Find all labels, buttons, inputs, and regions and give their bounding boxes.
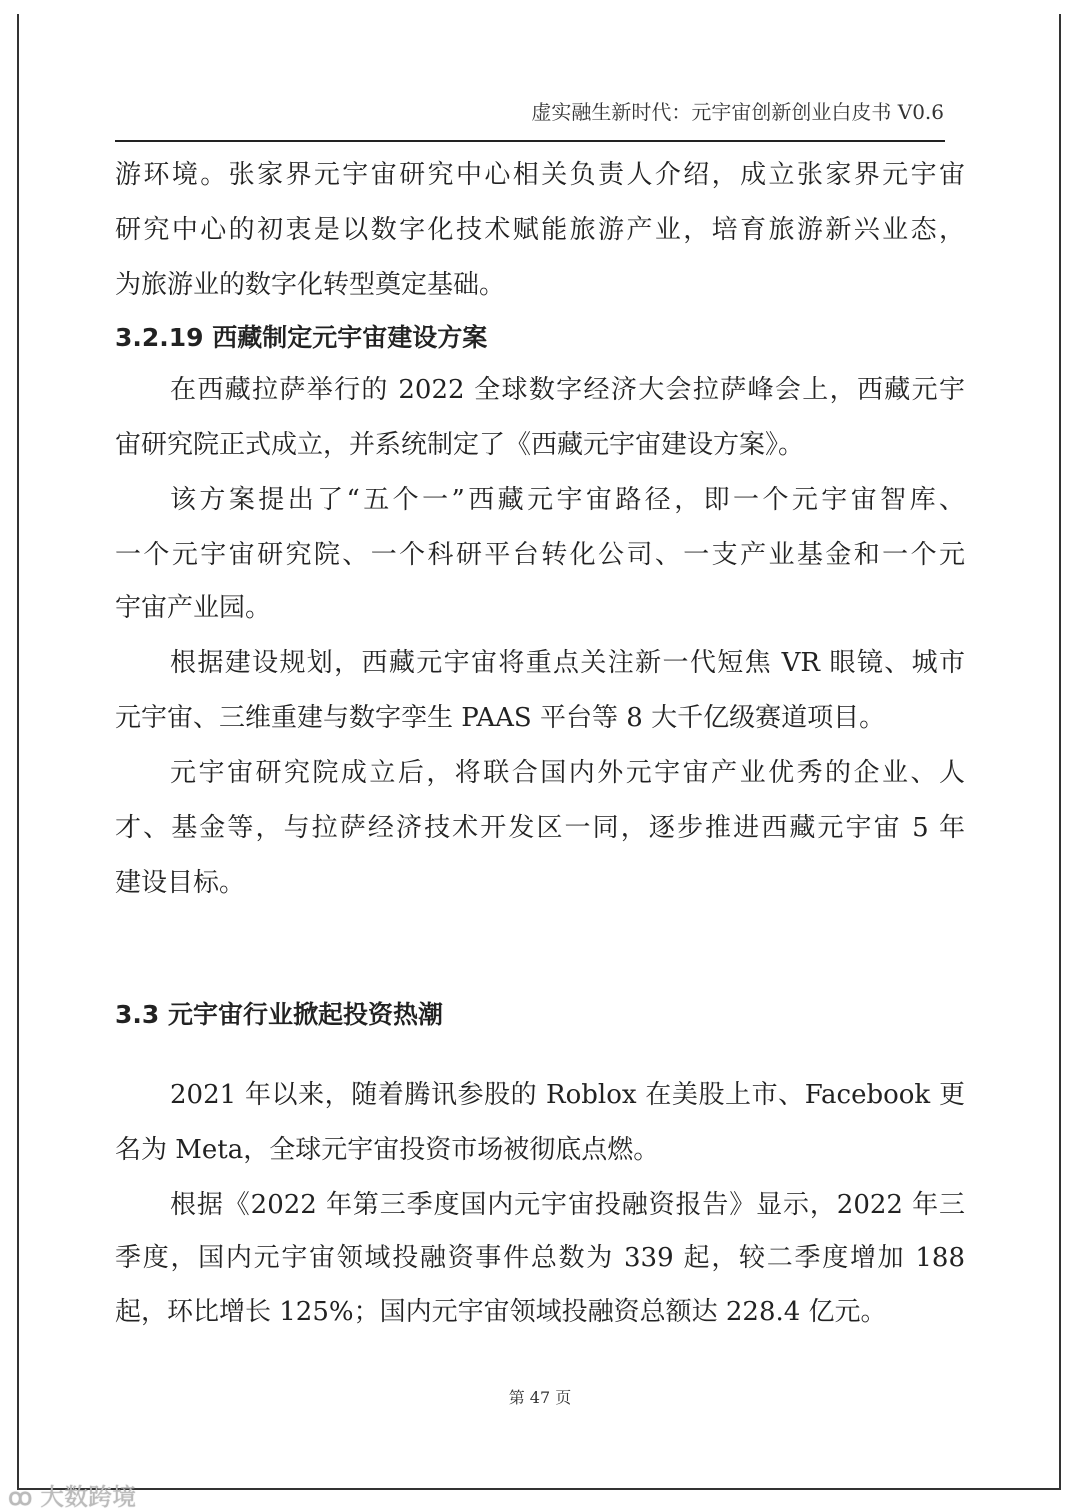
text-line: 名为 Meta，全球元宇宙投资市场被彻底点燃。 [115, 1135, 660, 1165]
text-line: 起，环比增长 125%；国内元宇宙领域投融资总额达 228.4 亿元。 [115, 1297, 887, 1327]
watermark-logo-icon: ꝏ [8, 1483, 41, 1511]
running-header: 虚实融生新时代：元宇宙创新创业白皮书 V0.6 [531, 100, 944, 124]
text-line: 宇宙产业园。 [115, 593, 272, 623]
text-line: 研究中心的初衷是以数字化技术赋能旅游产业，培育旅游新兴业态， [115, 215, 965, 245]
text-line: 根据建设规划，西藏元宇宙将重点关注新一代短焦 VR 眼镜、城市 [170, 648, 965, 678]
text-line: 一个元宇宙研究院、一个科研平台转化公司、一支产业基金和一个元 [115, 540, 965, 570]
text-line: 才、基金等，与拉萨经济技术开发区一同，逐步推进西藏元宇宙 5 年 [115, 813, 965, 843]
text-line: 元宇宙、三维重建与数字孪生 PAAS 平台等 8 大千亿级赛道项目。 [115, 703, 886, 733]
text-line: 在西藏拉萨举行的 2022 全球数字经济大会拉萨峰会上，西藏元宇 [170, 375, 965, 405]
text-line: 游环境。张家界元宇宙研究中心相关负责人介绍，成立张家界元宇宙 [115, 160, 965, 190]
text-line: 根据《2022 年第三季度国内元宇宙投融资报告》显示，2022 年三 [170, 1190, 965, 1220]
watermark-text: 大数跨境 [40, 1483, 137, 1511]
header-rule [115, 140, 945, 142]
text-line: 2021 年以来，随着腾讯参股的 Roblox 在美股上市、Facebook 更 [170, 1080, 965, 1110]
text-line: 季度，国内元宇宙领域投融资事件总数为 339 起，较二季度增加 188 [115, 1243, 965, 1273]
section-heading: 3.3 元宇宙行业掀起投资热潮 [115, 1000, 443, 1029]
section-heading: 3.2.19 西藏制定元宇宙建设方案 [115, 323, 488, 352]
text-line: 建设目标。 [115, 868, 246, 898]
text-line: 元宇宙研究院成立后，将联合国内外元宇宙产业优秀的企业、人 [170, 758, 965, 788]
page-number: 第 47 页 [508, 1388, 572, 1407]
text-line: 该方案提出了“五个一”西藏元宇宙路径，即一个元宇宙智库、 [170, 485, 965, 515]
text-line: 为旅游业的数字化转型奠定基础。 [115, 270, 506, 300]
text-line: 宙研究院正式成立，并系统制定了《西藏元宇宙建设方案》。 [115, 430, 805, 460]
watermark [8, 1477, 136, 1512]
